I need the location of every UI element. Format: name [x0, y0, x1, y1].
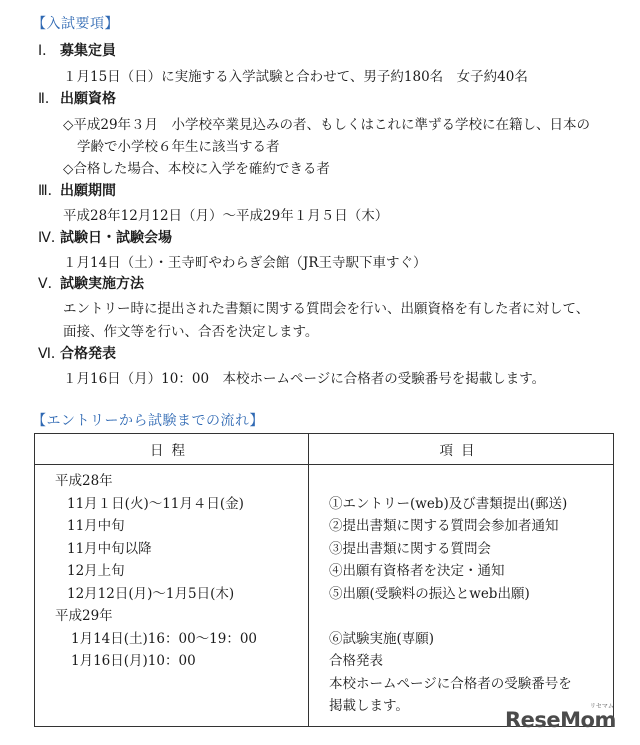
heading-text: 出願資格	[60, 91, 116, 107]
item-row: ②提出書類に関する質問会参加者通知	[329, 518, 559, 534]
schedule-row: 1月16日(月)10：00	[71, 653, 196, 669]
schedule-row: 平成28年	[55, 473, 113, 489]
heading-number: Ⅱ．	[38, 91, 59, 107]
resemom-logo	[505, 703, 616, 732]
heading-6	[38, 343, 116, 363]
heading-number: Ⅵ．	[38, 346, 65, 362]
body-line: １月16日（月）10：00 本校ホームページに合格者の受験番号を掲載します。	[63, 371, 546, 387]
body-line: 平成28年12月12日（月）〜平成29年１月５日（木）	[63, 208, 389, 224]
schedule-row: 12月上旬	[67, 563, 125, 579]
heading-number: Ⅲ．	[38, 183, 62, 199]
section-title-flow: 【エントリーから試験までの流れ】	[32, 413, 264, 429]
heading-2	[38, 88, 116, 108]
heading-number: Ⅴ．	[38, 276, 62, 292]
item-row: ④出願有資格者を決定・通知	[329, 563, 505, 579]
table-body-row	[35, 465, 614, 727]
item-row: ①エントリー(web)及び書類提出(郵送)	[329, 495, 568, 512]
item-row: 本校ホームページに合格者の受験番号を	[329, 675, 572, 692]
body-line: ◇合格した場合、本校に入学を確約できる者	[63, 161, 330, 177]
body-line: 学齢で小学校６年生に該当する者	[77, 139, 280, 155]
section-title-requirements: 【入試要項】	[32, 16, 119, 32]
column-header-items: 項目	[309, 434, 614, 465]
schedule-row: 12月12日(月)〜1月5日(木)	[67, 585, 235, 602]
body-line: １月14日（土）・王寺町やわらぎ会館（JR王寺駅下車すぐ）	[63, 255, 427, 271]
schedule-row: 平成29年	[55, 608, 113, 624]
heading-5	[38, 273, 144, 293]
flow-table	[34, 433, 614, 727]
logo-text: ReseMom	[505, 708, 616, 732]
item-row	[329, 605, 613, 628]
item-row: ⑥試験実施(専願)	[329, 630, 435, 647]
schedule-row: 11月１日(火)〜11月４日(金)	[67, 495, 244, 512]
logo-ruby: リセマム	[589, 703, 614, 710]
schedule-row: 11月中旬以降	[67, 540, 152, 557]
schedule-row: 1月14日(土)16：00〜19：00	[71, 630, 258, 647]
item-row: 合格発表	[329, 653, 383, 669]
heading-number: Ⅳ．	[38, 230, 65, 246]
table-header-row	[35, 434, 614, 465]
item-row: 掲載します。	[329, 698, 409, 714]
item-row: ③提出書類に関する質問会	[329, 540, 491, 557]
column-header-schedule: 日程	[35, 434, 309, 465]
heading-number: Ⅰ．	[38, 43, 57, 59]
body-line: エントリー時に提出された書類に関する質問会を行い、出願資格を有した者に対して、	[63, 301, 590, 317]
heading-text: 試験実施方法	[60, 276, 144, 292]
body-line: ◇平成29年３月 小学校卒業見込みの者、もしくはこれに準ずる学校に在籍し、日本の	[63, 117, 591, 133]
heading-3	[38, 180, 116, 200]
heading-text: 募集定員	[60, 43, 116, 59]
heading-text: 試験日・試験会場	[60, 230, 172, 246]
body-line: １月15日（日）に実施する入学試験と合わせて、男子約180名 女子約40名	[63, 69, 528, 85]
heading-1	[38, 40, 116, 60]
item-row	[329, 470, 613, 493]
heading-text: 出願期間	[60, 183, 116, 199]
heading-4	[38, 227, 172, 247]
body-line: 面接、作文等を行い、合否を決定します。	[63, 324, 319, 340]
heading-text: 合格発表	[60, 346, 116, 362]
schedule-cell	[35, 465, 309, 727]
item-row: ⑤出願(受験料の振込とweb出願)	[329, 585, 530, 602]
items-cell	[309, 465, 614, 727]
schedule-row: 11月中旬	[67, 518, 125, 534]
